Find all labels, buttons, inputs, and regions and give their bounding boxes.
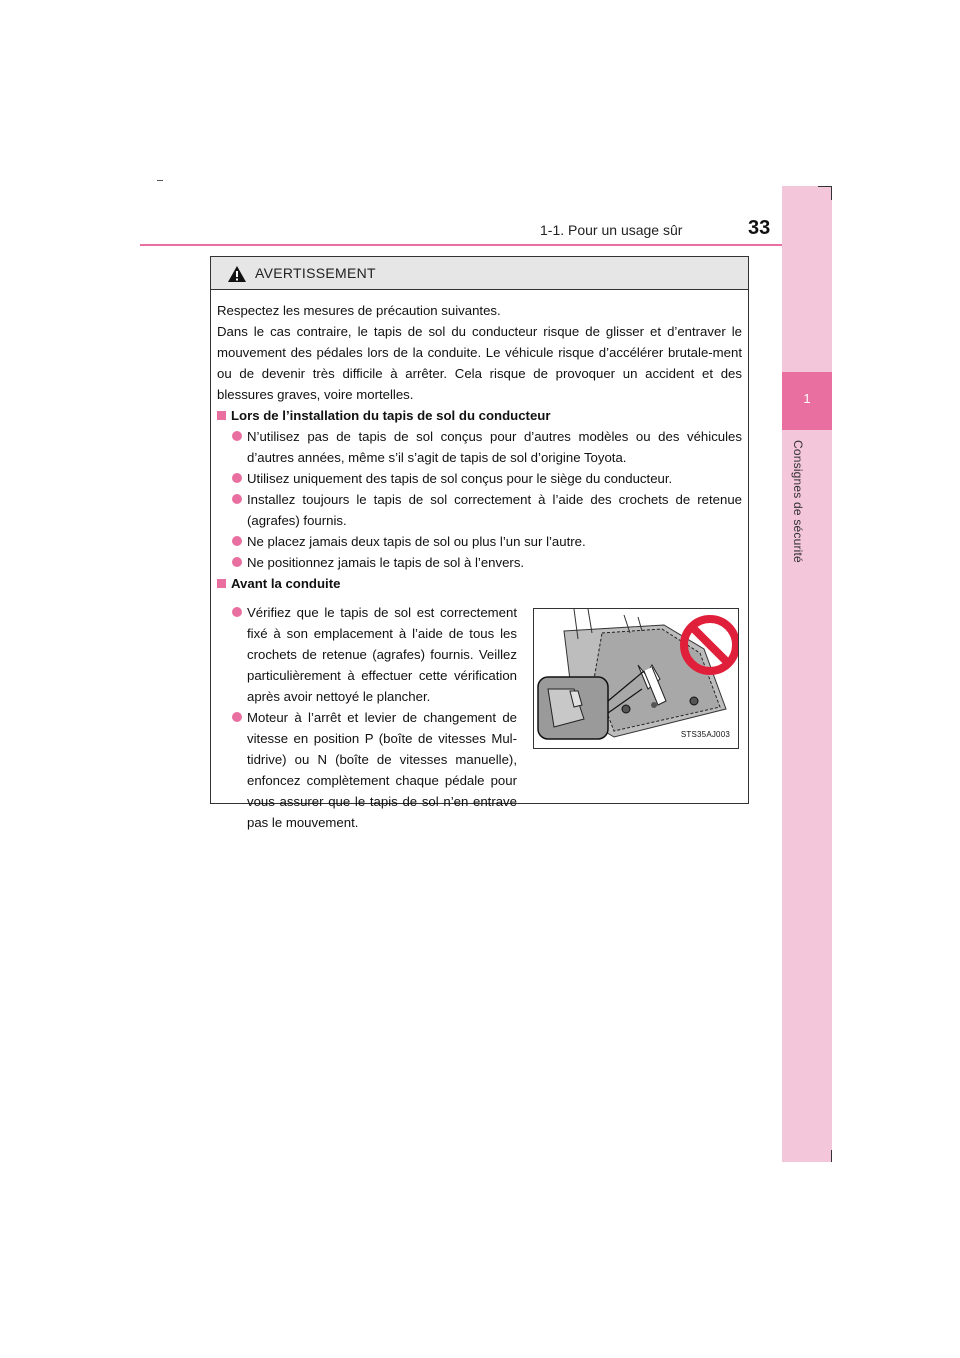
list-item-text: Ne positionnez jamais le tapis de sol à l’envers.: [247, 555, 525, 570]
square-bullet-icon: [217, 411, 226, 420]
warning-header: [211, 257, 748, 290]
warning-intro-2: Dans le cas contraire, le tapis de sol du conducteur risque de glisser et d’entraver le mouvement des pédales lors de la conduite. Le véhicule risque d’accélérer brutale-ment ou de devenir très difficile à arrêter. Cela risque de provoquer un accident et des blessures graves, voire mortelles.: [217, 324, 742, 402]
section-heading-text: Lors de l’installation du tapis de sol du conducteur: [231, 408, 551, 423]
section-title: 1-1. Pour un usage sûr: [540, 222, 683, 238]
warning-box: [210, 256, 749, 830]
list-item: [217, 552, 742, 573]
list-item: [217, 468, 742, 489]
warning-title: AVERTISSEMENT: [255, 265, 376, 281]
list-item: [217, 531, 742, 552]
before-driving-text: [217, 602, 517, 833]
list-item-text: Utilisez uniquement des tapis de sol conçus pour le siège du conducteur.: [247, 471, 673, 486]
dot-bullet-icon: [232, 536, 242, 546]
crop-mark-top-h: [818, 186, 832, 187]
crop-mark-bottom: [831, 1150, 832, 1162]
list-item-text: Ne placez jamais deux tapis de sol ou plus l’un sur l’autre.: [247, 534, 586, 549]
chapter-number: 1: [803, 391, 811, 406]
dot-bullet-icon: [232, 431, 242, 441]
list-item: [217, 489, 742, 531]
corner-mark: [157, 180, 163, 181]
section-heading-driving: [217, 573, 742, 594]
section-heading-text: Avant la conduite: [231, 576, 341, 591]
list-item: [217, 426, 742, 468]
crop-mark-top: [831, 186, 832, 200]
list-item-text: Installez toujours le tapis de sol correctement à l’aide des crochets de retenue (agrafes) fournis.: [247, 492, 742, 528]
chapter-label: Consignes de sécurité: [791, 440, 805, 563]
dot-bullet-icon: [232, 607, 242, 617]
before-driving-block: [217, 602, 742, 833]
square-bullet-icon: [217, 579, 226, 588]
section-heading-installation: [217, 405, 742, 426]
header-rule: [140, 244, 832, 246]
floor-mat-illustration: [533, 608, 739, 749]
list-item-text: Vérifiez que le tapis de sol est correctement fixé à son emplacement à l’aide de tous les crochets de retenue (agrafes) fournis. Veillez particulièrement à effectuer cette vérification après avoir nettoyé le plancher.: [247, 605, 517, 704]
chapter-side-strip: [782, 186, 832, 1162]
list-item-text: N’utilisez pas de tapis de sol conçus pour d’autres modèles ou des véhicules d’autres années, même s’il s’agit de tapis de sol d’origine Toyota.: [247, 429, 742, 465]
dot-bullet-icon: [232, 494, 242, 504]
warning-triangle-icon: [227, 265, 247, 283]
figure-code: STS35AJ003: [680, 730, 730, 739]
list-item: [217, 602, 517, 707]
warning-intro-1: Respectez les mesures de précaution suivantes.: [217, 303, 501, 318]
dot-bullet-icon: [232, 712, 242, 722]
dot-bullet-icon: [232, 473, 242, 483]
list-item: [217, 707, 517, 833]
dot-bullet-icon: [232, 557, 242, 567]
list-item-text: Moteur à l’arrêt et levier de changement de vitesse en position P (boîte de vitesses Mul-tidrive) ou N (boîte de vitesses manuelle), enfoncez complètement chaque pédale pour vous assurer que le tapis de sol n’en entrave pas le mouvement.: [247, 710, 517, 830]
chapter-tab[interactable]: [782, 372, 832, 430]
page-number: 33: [748, 217, 771, 239]
warning-body: [217, 300, 742, 833]
